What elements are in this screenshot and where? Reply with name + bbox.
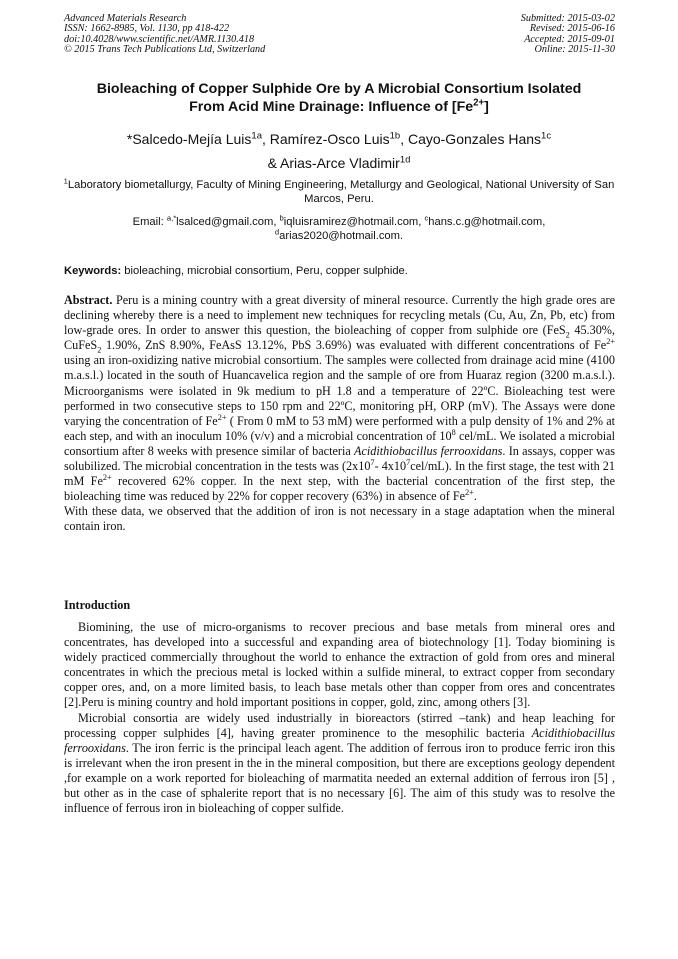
accepted-date: Accepted: 2015-09-01 xyxy=(524,33,615,45)
author-salcedo: *Salcedo-Mejía Luis xyxy=(126,131,252,147)
abstract-text-5: ( From 0 mM to 53 mM) were performed with a pulp density of 1% and 2% at each step, and with an inoculum 10% (v/v) and a microbial concentration of 10 xyxy=(64,413,615,443)
intro-p2-text-a: Microbial consortia are widely used industrially in bioreactors (stirred –tank) and heap leaching for processing copper sulphides [4], having greater prominence to the mesophilic bacteria xyxy=(64,710,615,740)
paper-title xyxy=(40,80,638,116)
doi-line: doi:10.4028/www.scientific.net/AMR.1130.418 xyxy=(64,33,255,45)
abstract-text-7: . In assays, copper was solubilized. The microbial concentration in the tests was (2x10 xyxy=(64,443,616,474)
abstract-sup-4: 7 xyxy=(370,457,375,467)
revised-date: Revised: 2015-06-16 xyxy=(529,23,615,35)
email-2[interactable]: iqluisramirez@hotmail.com, xyxy=(283,216,425,228)
email-3-sup: c xyxy=(424,213,429,223)
abstract-paragraph-1 xyxy=(64,293,615,504)
affiliation xyxy=(60,176,618,206)
abstract-sup-3: 8 xyxy=(451,427,456,437)
abstract-text-1: Peru is a mining country with a great diversity of mineral resource. Currently the high grade ores are declining whereby there is a need to implement new techniques for recycling metals (Cu, Au, Zn, Pb, etc) from low-grade ores. In order to answer this question, the bioleaching of copper from sulphide ore (FeS xyxy=(64,293,615,338)
email-1-sup: a,* xyxy=(166,213,177,223)
author-salcedo-sup: 1a xyxy=(251,130,262,142)
author-line-1 xyxy=(40,127,638,151)
author-list xyxy=(40,127,638,175)
abstract-text-8: - 4x10 xyxy=(374,459,407,474)
intro-p2-text-b: . The iron ferric is the principal leach agent. The addition of ferrous iron to produce ferric iron this is irrelevant when the iron present in the in the mineral composition, but there are exceptions geology dependent ,for example on a work reported for bioleaching of marmatita needed an external addition of ferrous iron [5] , but other as in the case of sphalerite report that is no necessary [6]. The aim of this study was to resolve the influence of ferrous iron in bioleaching of copper sulfide. xyxy=(64,740,615,816)
abstract-sub-1: 2 xyxy=(565,330,570,340)
introduction-paragraph-1: Biomining, the use of micro-organisms to recover precious and base metals from mineral ores and concentrates, has developed into a successful and expanding area of biotechnology [1]. Today biomining is widely practiced commercially throughout the world to enhance the extraction of gold from ores and mineral concentrates in which the precious metal is locked within a sulfide mineral, to extract copper from secondary copper ores, and, on a more limited basis, to leach base metals other than copper from ores and concentrates [2].Peru is mining country and hold important positions in copper, gold, zinc, among others [3]. xyxy=(64,620,615,710)
abstract-text-9: cel/mL). In the first stage, the test with 21 mM Fe xyxy=(64,459,615,489)
journal-header-right xyxy=(521,14,615,55)
title-superscript: 2+ xyxy=(473,97,485,109)
email-2-sup: b xyxy=(279,213,284,223)
title-line-1: Bioleaching of Copper Sulphide Ore by A Microbial Consortium Isolated xyxy=(96,81,582,97)
email-label: Email: xyxy=(132,216,167,228)
email-4-sup: d xyxy=(274,227,280,237)
abstract-label: Abstract. xyxy=(64,293,113,307)
abstract-text-6: cel/mL. We isolated a microbial consortium after 8 weeks with presence similar of bacteria xyxy=(64,428,615,458)
affiliation-text: Laboratory biometallurgy, Faculty of Mining Engineering, Metallurgy and Geological, National University of San Marcos, Peru. xyxy=(67,179,615,205)
author-line-2 xyxy=(40,151,638,175)
issn-line: ISSN: 1662-8985, Vol. 1130, pp 418-422 xyxy=(64,23,230,35)
journal-name: Advanced Materials Research xyxy=(64,13,187,24)
email-list xyxy=(60,215,618,243)
author-arias-sup: 1d xyxy=(399,154,411,166)
abstract-text-11: . xyxy=(473,489,477,504)
abstract-text-2: 45.30%, CuFeS xyxy=(64,323,615,353)
author-cayo-sup: 1c xyxy=(541,130,552,142)
abstract-species-name: Acidithiobacillus ferrooxidans xyxy=(354,443,503,458)
keywords-label: Keywords: xyxy=(64,265,122,277)
copyright-line: © 2015 Trans Tech Publications Ltd, Switzerland xyxy=(64,43,266,55)
abstract-sup-5: 7 xyxy=(406,457,411,467)
intro-species-name: Acidithiobacillus ferrooxidans xyxy=(64,725,615,755)
title-bracket: ] xyxy=(484,99,489,115)
abstract-text-3: 1.90%, ZnS 8.90%, FeAsS 13.12%, PbS 3.69%) was evaluated with different concentrations of Fe xyxy=(101,338,607,353)
abstract xyxy=(64,293,615,535)
introduction-heading: Introduction xyxy=(64,598,131,612)
submitted-date: Submitted: 2015-03-02 xyxy=(520,13,615,24)
affiliation-sup: 1 xyxy=(63,176,68,186)
title-line-2 xyxy=(40,98,638,116)
introduction-paragraph-2 xyxy=(64,711,615,817)
email-3[interactable]: hans.c.g@hotmail.com, xyxy=(428,216,546,228)
journal-header-left xyxy=(64,14,265,55)
abstract-paragraph-2: With these data, we observed that the addition of iron is not necessary in a stage adaptation when the mineral contain iron. xyxy=(64,504,615,534)
email-1[interactable]: lsalced@gmail.com, xyxy=(176,216,280,228)
keywords xyxy=(64,264,615,278)
author-ramirez: , Ramírez-Osco Luis xyxy=(262,131,390,147)
abstract-sup-7: 2+ xyxy=(465,488,474,498)
author-ramirez-sup: 1b xyxy=(389,130,401,142)
abstract-sup-6: 2+ xyxy=(102,473,112,483)
abstract-text-10: recovered 62% copper. In the next step, with the bacterial concentration of the first step, the bioleaching time was reduced by 22% for copper recovery (63%) in absence of Fe xyxy=(64,474,615,504)
introduction-body xyxy=(64,620,615,816)
abstract-sup-2: 2+ xyxy=(217,412,227,422)
abstract-text-4: using an iron-oxidizing native microbial consortium. The samples were collected from drainage acid mine (4100 m.a.s.l.) located in the south of Huancavelica region and the sample of ore from Huaraz region (3200 m.a.s.l.). Microorganisms were isolated in 9k medium to pH 1.8 and a temperature of 22ºC. Bioleaching test were performed in two consecutive steps to 150 rpm and 22ºC, monitoring pH, ORP (mV). The Assays were done varying the concentration of Fe xyxy=(64,353,615,428)
email-4[interactable]: arias2020@hotmail.com. xyxy=(279,230,404,242)
author-arias: & Arias-Arce Vladimir xyxy=(267,155,400,171)
title-line-2-text: From Acid Mine Drainage: Influence of [Fe xyxy=(189,99,474,115)
author-cayo: , Cayo-Gonzales Hans xyxy=(400,131,542,147)
abstract-sub-2: 2 xyxy=(97,345,102,355)
keywords-text: bioleaching, microbial consortium, Peru, copper sulphide. xyxy=(121,265,408,277)
abstract-sup-1: 2+ xyxy=(606,337,615,347)
online-date: Online: 2015-11-30 xyxy=(534,43,615,55)
